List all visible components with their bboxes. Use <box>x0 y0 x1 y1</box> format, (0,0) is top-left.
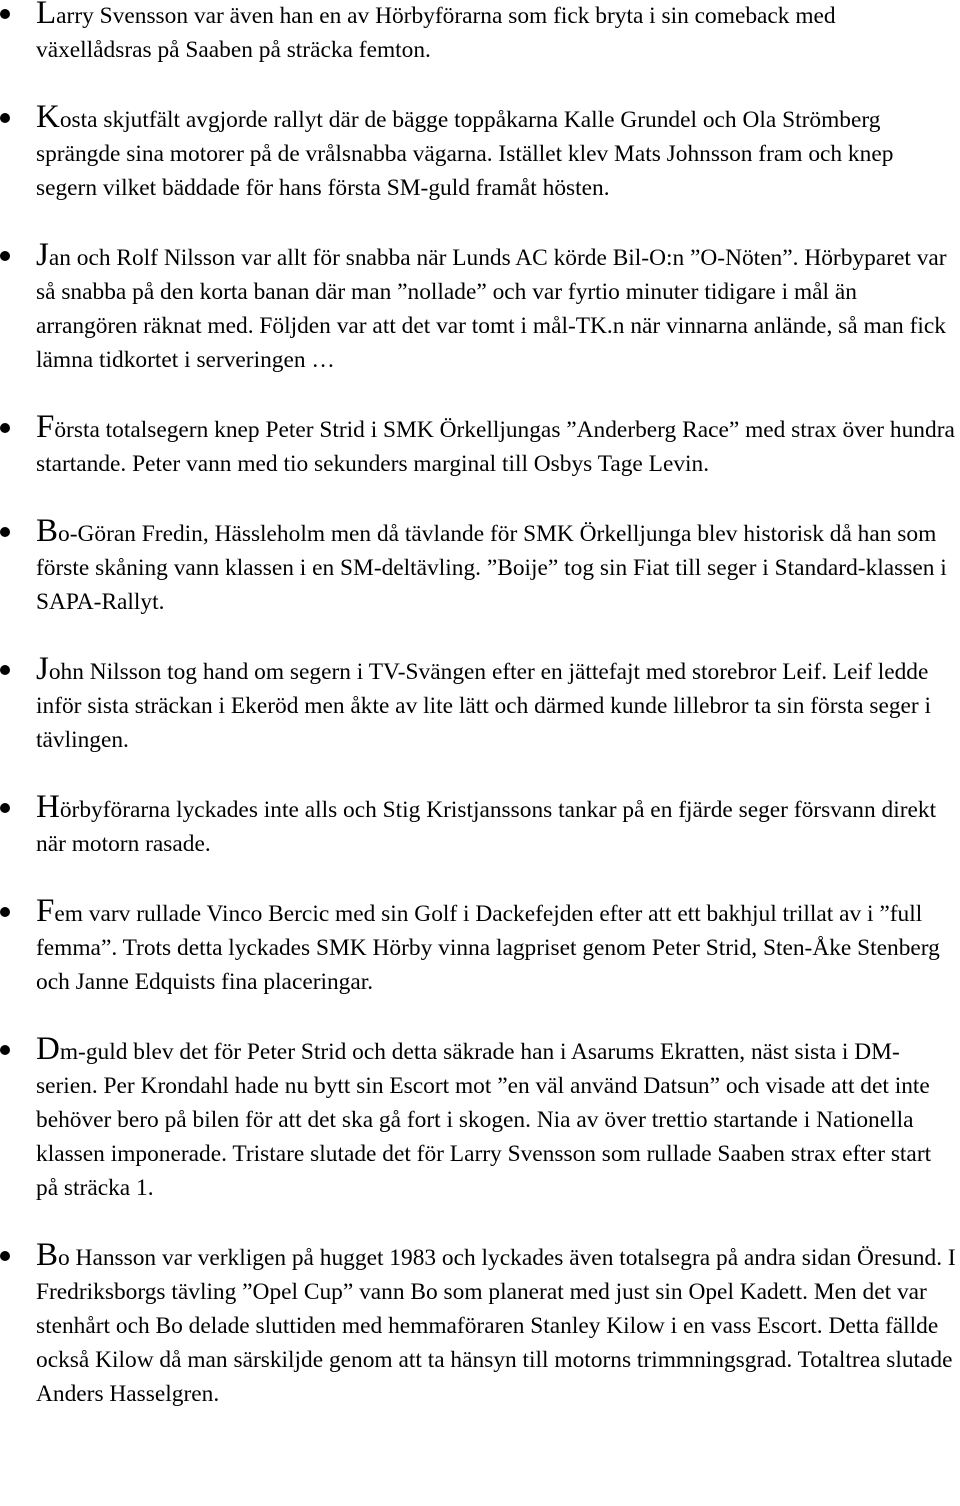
list-item <box>0 238 960 377</box>
paragraph-text: em varv rullade Vinco Bercic med sin Golf i Dackefejden efter att ett bakhjul trillat av i ”full femma”. Trots detta lyckades SMK Hörby vinna lagpriset genom Peter Strid, Sten-Åke Stenberg och Janne Edquists fina placeringar. <box>36 901 940 995</box>
list-item <box>0 514 960 619</box>
paragraph-text: örsta totalsegern knep Peter Strid i SMK Örkelljungas ”Anderberg Race” med strax över hundra startande. Peter vann med tio sekunders marginal till Osbys Tage Levin. <box>36 417 955 477</box>
bullet-icon <box>0 665 10 675</box>
bullet-icon <box>0 423 10 433</box>
bullet-icon <box>0 1251 10 1261</box>
paragraph-text: arry Svensson var även han en av Hörbyförarna som fick bryta i sin comeback med växellådsras på Saaben på sträcka femton. <box>36 3 836 63</box>
drop-initial: J <box>36 651 49 687</box>
bullet-icon <box>0 9 10 19</box>
bullet-icon <box>0 527 10 537</box>
list-item <box>0 1238 960 1411</box>
drop-initial: H <box>36 789 60 825</box>
paragraph-text: m-guld blev det för Peter Strid och detta säkrade han i Asarums Ekratten, näst sista i DM-serien. Per Krondahl hade nu bytt sin Escort mot ”en väl använd Datsun” och visade att det inte behöver bero på bilen för att det ska gå fort i skogen. Nia av över trettio startande i Nationella klassen imponerade. Tristare slutade det för Larry Svensson som rullade Saaben strax efter start på sträcka 1. <box>36 1039 932 1201</box>
list-item <box>0 1032 960 1205</box>
bullet-icon <box>0 251 10 261</box>
bullet-icon <box>0 113 10 123</box>
list-item <box>0 894 960 999</box>
bullet-icon <box>0 1045 10 1055</box>
bullet-icon <box>0 803 10 813</box>
bullet-icon <box>0 907 10 917</box>
paragraph-text: ohn Nilsson tog hand om segern i TV-Svängen efter en jättefajt med storebror Leif. Leif ledde inför sista sträckan i Ekeröd men åkte av lite lätt och därmed kunde lillebror ta sin första seger i tävlingen. <box>36 659 932 753</box>
drop-initial: D <box>36 1031 60 1067</box>
list-item <box>0 100 960 205</box>
paragraph-text: o Hansson var verkligen på hugget 1983 och lyckades även totalsegra på andra sidan Öresund. I Fredriksborgs tävling ”Opel Cup” vann Bo som planerat med just sin Opel Kadett. Men det var stenhårt och Bo delade sluttiden med hemmaföraren Stanley Kilow i en vass Escort. Detta fällde också Kilow då man särskiljde genom att ta hänsyn till motorns trimmningsgrad. Totaltrea slutade Anders Hasselgren. <box>36 1245 956 1407</box>
drop-initial: F <box>36 893 55 929</box>
paragraph-text: o-Göran Fredin, Hässleholm men då tävlande för SMK Örkelljunga blev historisk då han som förste skåning vann klassen i en SM-deltävling. ”Boije” tog sin Fiat till seger i Standard-klassen i SAPA-Rallyt. <box>36 521 947 615</box>
drop-initial: B <box>36 513 59 549</box>
list-item <box>0 410 960 481</box>
list-item <box>0 652 960 757</box>
paragraph-text: an och Rolf Nilsson var allt för snabba när Lunds AC körde Bil-O:n ”O-Nöten”. Hörbyparet var så snabba på den korta banan där man ”nollade” och var fyrtio minuter tidigare i mål än arrangören räknat med. Följden var att det var tomt i mål-TK.n när vinnarna anlände, så man fick lämna tidkortet i serveringen … <box>36 245 947 373</box>
list-item <box>0 0 960 67</box>
paragraph-text: örbyförarna lyckades inte alls och Stig Kristjanssons tankar på en fjärde seger försvann direkt när motorn rasade. <box>36 797 937 857</box>
drop-initial: J <box>36 237 49 273</box>
drop-initial: K <box>36 99 60 135</box>
drop-initial: B <box>36 1237 59 1273</box>
list-item <box>0 790 960 861</box>
drop-initial: F <box>36 409 55 445</box>
paragraph-text: osta skjutfält avgjorde rallyt där de bägge toppåkarna Kalle Grundel och Ola Strömberg sprängde sina motorer på de vrålsnabba vägarna. Istället klev Mats Johnsson fram och knep segern vilket bäddade för hans första SM-guld framåt hösten. <box>36 107 894 201</box>
drop-initial: L <box>36 0 57 31</box>
